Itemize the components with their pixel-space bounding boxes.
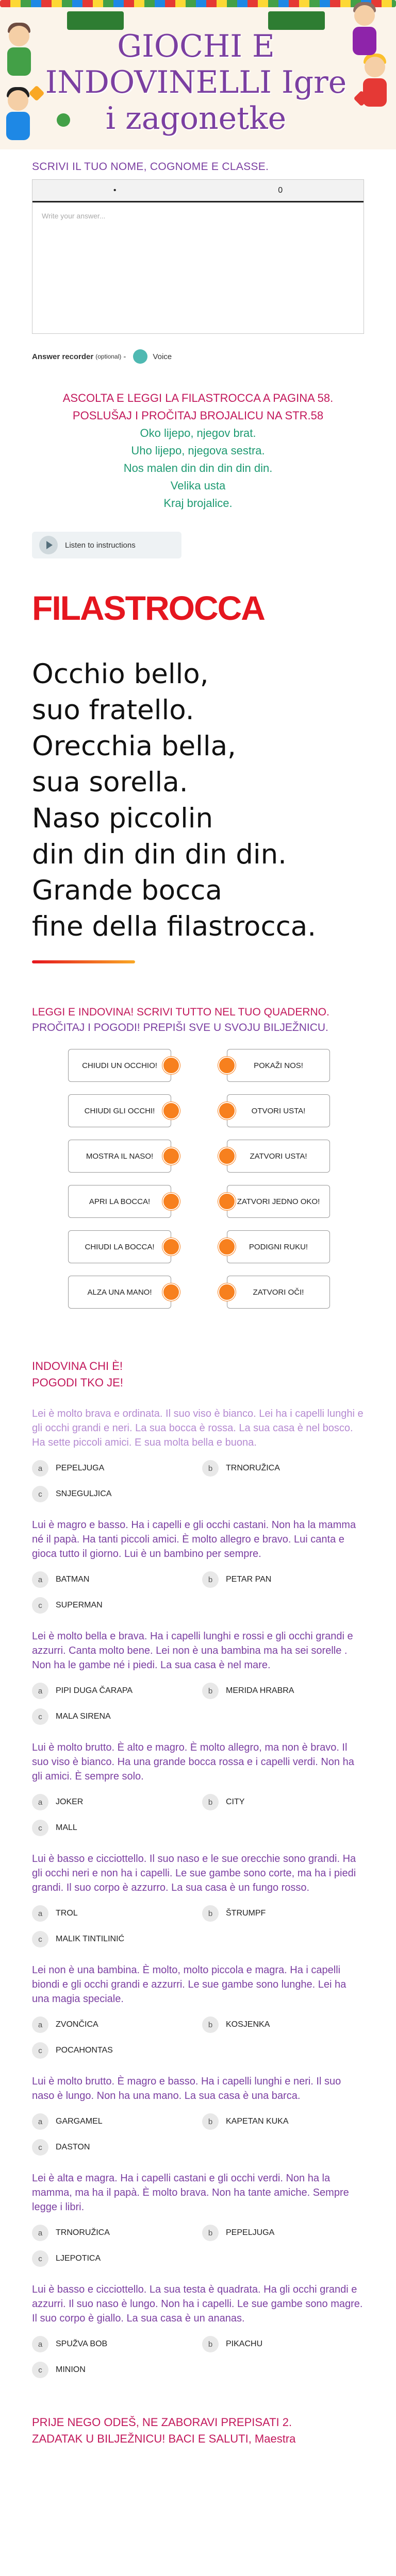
section-instructions <box>32 1005 364 1036</box>
instruction-line: Nos malen din din din din din. <box>123 462 273 474</box>
option-letter: c <box>32 2042 48 2059</box>
poem <box>32 656 364 945</box>
answer-editor[interactable] <box>32 179 364 334</box>
option-label: ZVONČICA <box>56 2020 98 2029</box>
match-dot-left[interactable] <box>162 1102 180 1120</box>
matching-exercise <box>32 1049 364 1337</box>
answer-option[interactable] <box>202 1905 372 1922</box>
match-item-right: OTVORI USTA! <box>227 1094 330 1127</box>
match-item-left: CHIUDI LA BOCCA! <box>68 1230 171 1263</box>
option-letter: b <box>202 2016 219 2033</box>
section-line: LEGGI E INDOVINA! SCRIVI TUTTO NEL TUO QUADERNO. <box>32 1006 329 1018</box>
instruction-line: POSLUŠAJ I PROČITAJ BROJALICU NA STR.58 <box>72 409 324 422</box>
page-header <box>0 0 396 149</box>
match-item-right: ZATVORI OČI! <box>227 1276 330 1309</box>
match-dot-right[interactable] <box>218 1102 236 1120</box>
recorder-optional: (optional) <box>95 353 122 360</box>
option-label: JOKER <box>56 1798 84 1806</box>
answer-option[interactable] <box>202 1571 372 1588</box>
option-label: KOSJENKA <box>226 2020 270 2029</box>
option-letter: a <box>32 1460 48 1477</box>
answer-options <box>32 1460 364 1502</box>
option-label: MINION <box>56 2365 86 2374</box>
voice-record-button[interactable] <box>133 349 147 364</box>
option-letter: a <box>32 1794 48 1810</box>
option-label: SUPERMAN <box>56 1601 103 1609</box>
option-label: GARGAMEL <box>56 2117 103 2126</box>
answer-input[interactable]: Write your answer... <box>42 212 106 220</box>
match-dot-right[interactable] <box>218 1238 236 1256</box>
match-item-right: PODIGNI RUKU! <box>227 1230 330 1263</box>
option-letter: c <box>32 1931 48 1947</box>
riddle-text: Lei non è una bambina. È molto, molto piccola e magra. Ha i capelli biondi e gli occhi grandi e azzurri. Le sue gambe sono lunghe. Lei ha una magia speciale. <box>32 1964 346 2005</box>
matching-right-column <box>227 1049 330 1321</box>
riddles-heading-line: INDOVINA CHI È! <box>32 1360 123 1372</box>
riddle-card <box>32 2074 364 2156</box>
decor-bar <box>32 960 135 963</box>
answer-options <box>32 2336 364 2378</box>
answer-option[interactable] <box>32 1905 202 1922</box>
poem-line: fine della filastrocca. <box>32 911 317 942</box>
name-question: SCRIVI IL TUO NOME, COGNOME E CLASSE. <box>32 161 269 173</box>
voice-label: Voice <box>153 352 172 361</box>
option-label: TRNORUŽICA <box>226 1464 280 1472</box>
match-item-right: ZATVORI JEDNO OKO! <box>227 1185 330 1218</box>
option-letter: c <box>32 2362 48 2378</box>
match-dot-right[interactable] <box>218 1057 236 1074</box>
poem-line: Naso piccolin <box>32 803 213 834</box>
answer-options <box>32 1794 364 1836</box>
answer-option[interactable] <box>202 1794 372 1810</box>
option-label: TROL <box>56 1909 78 1918</box>
decor-chalkboard <box>67 11 124 30</box>
poem-line: Occhio bello, <box>32 658 209 690</box>
riddle-card <box>32 2282 364 2378</box>
answer-option[interactable] <box>32 1794 202 1810</box>
option-label: KAPETAN KUKA <box>226 2117 289 2126</box>
option-letter: c <box>32 1820 48 1836</box>
poem-line: suo fratello. <box>32 694 194 726</box>
riddle-card <box>32 1740 364 1836</box>
option-label: CITY <box>226 1798 245 1806</box>
option-letter: a <box>32 1905 48 1922</box>
option-letter: b <box>202 1794 219 1810</box>
riddle-card <box>32 2171 364 2267</box>
option-letter: a <box>32 1683 48 1699</box>
answer-option[interactable] <box>202 2225 372 2241</box>
riddle-text: Lui è basso e cicciottello. La sua testa è quadrata. Ha gli occhi grandi e azzurri. Il suo naso è lungo. Non ha i capelli. Le sue gambe sono magre. Il suo corpo è giallo. La sua casa è un ananas. <box>32 2284 363 2324</box>
answer-option[interactable] <box>32 1820 202 1836</box>
answer-option[interactable] <box>32 1931 202 1947</box>
answer-option[interactable] <box>32 2016 202 2033</box>
option-letter: a <box>32 2016 48 2033</box>
match-dot-left[interactable] <box>162 1193 180 1210</box>
answer-option[interactable] <box>32 1683 202 1699</box>
answer-option[interactable] <box>202 1683 372 1699</box>
answer-option[interactable] <box>32 1571 202 1588</box>
match-item-right: POKAŽI NOS! <box>227 1049 330 1082</box>
answer-option[interactable] <box>32 2250 202 2267</box>
option-letter: b <box>202 1683 219 1699</box>
match-dot-left[interactable] <box>162 1057 180 1074</box>
option-letter: a <box>32 2113 48 2130</box>
riddle-card <box>32 1518 364 1614</box>
option-label: PIPI DUGA ČARAPA <box>56 1686 133 1695</box>
listen-button[interactable] <box>32 532 182 558</box>
match-item-left: ALZA UNA MANO! <box>68 1276 171 1309</box>
poem-line: Grande bocca <box>32 875 222 906</box>
option-label: POCAHONTAS <box>56 2046 113 2055</box>
option-letter: b <box>202 2113 219 2130</box>
option-label: DASTON <box>56 2143 90 2151</box>
riddles-heading-line: POGODI TKO JE! <box>32 1376 123 1389</box>
answer-options <box>32 2016 364 2059</box>
riddle-text: Lui è magro e basso. Ha i capelli e gli occhi castani. Non ha la mamma né il papà. Ha tanti piccoli amici. È molto allegro e bravo. Lui canta e gioca tutto il giorno. Lui è un bambino per sempre. <box>32 1519 356 1560</box>
option-letter: a <box>32 2225 48 2241</box>
match-dot-left[interactable] <box>162 1283 180 1301</box>
answer-options <box>32 2113 364 2156</box>
option-letter: c <box>32 1486 48 1502</box>
riddle-card <box>32 1963 364 2059</box>
match-item-left: CHIUDI UN OCCHIO! <box>68 1049 171 1082</box>
match-item-left: MOSTRA IL NASO! <box>68 1140 171 1173</box>
match-dot-right[interactable] <box>218 1147 236 1165</box>
poem-line: sua sorella. <box>32 767 188 798</box>
answer-option[interactable] <box>32 2139 202 2156</box>
match-item-left: CHIUDI GLI OCCHI! <box>68 1094 171 1127</box>
decor-confetti <box>0 0 396 7</box>
match-dot-left[interactable] <box>162 1238 180 1256</box>
option-label: MALA SIRENA <box>56 1712 111 1721</box>
answer-options <box>32 2225 364 2267</box>
bullet-list-button[interactable]: • <box>113 185 117 195</box>
kid-illustration <box>5 26 34 82</box>
instruction-line: Kraj brojalice. <box>163 497 233 510</box>
section-line: PROČITAJ I POGODI! PREPIŠI SVE U SVOJU BILJEŽNICU. <box>32 1022 328 1033</box>
option-label: PEPELJUGA <box>226 2228 275 2237</box>
poem-line: Orecchia bella, <box>32 731 236 762</box>
instructions <box>32 389 364 512</box>
numbered-list-button[interactable]: 0 <box>278 185 283 195</box>
decor-chalkboard <box>268 11 325 30</box>
answer-option[interactable] <box>32 2225 202 2241</box>
editor-toolbar <box>32 180 364 202</box>
option-letter: c <box>32 2139 48 2156</box>
riddle-card <box>32 1629 364 1725</box>
answer-options <box>32 1905 364 1947</box>
instruction-line: Uho lijepo, njegova sestra. <box>131 444 265 457</box>
match-dot-left[interactable] <box>162 1147 180 1165</box>
answer-option[interactable] <box>202 2016 372 2033</box>
answer-option[interactable] <box>32 1486 202 1502</box>
match-item-right: ZATVORI USTA! <box>227 1140 330 1173</box>
filastrocca-title: FILASTROCCA <box>32 589 265 627</box>
match-dot-right[interactable] <box>218 1193 236 1210</box>
option-letter: b <box>202 2336 219 2352</box>
riddle-text: Lei è alta e magra. Ha i capelli castani e gli occhi verdi. Non ha la mamma, ma ha il papà. È molto brava. Non ha tante amiche. Sempre legge i libri. <box>32 2173 349 2213</box>
answer-option[interactable] <box>32 2362 202 2378</box>
footer-note <box>32 2414 364 2447</box>
option-label: BATMAN <box>56 1575 90 1584</box>
riddle-card <box>32 1406 364 1502</box>
option-label: MERIDA HRABRA <box>226 1686 294 1695</box>
option-label: MALIK TINTILINIĆ <box>56 1935 125 1943</box>
instruction-line: Velika usta <box>170 479 226 492</box>
instruction-line: Oko lijepo, njegov brat. <box>140 427 256 439</box>
play-icon <box>39 536 58 554</box>
answer-options <box>32 1683 364 1725</box>
matching-left-column <box>68 1049 171 1321</box>
option-letter: b <box>202 1905 219 1922</box>
listen-label: Listen to instructions <box>65 540 136 550</box>
option-letter: c <box>32 1708 48 1725</box>
answer-recorder <box>32 349 364 364</box>
option-letter: b <box>202 1571 219 1588</box>
recorder-label: Answer recorder <box>32 352 94 361</box>
answer-option[interactable] <box>202 2336 372 2352</box>
answer-options <box>32 1571 364 1614</box>
match-item-left: APRI LA BOCCA! <box>68 1185 171 1218</box>
page-title: GIOCHI E INDOVINELLI Igre i zagonetke <box>45 28 347 137</box>
riddles-heading <box>32 1358 364 1391</box>
option-letter: a <box>32 2336 48 2352</box>
kid-illustration <box>4 90 32 147</box>
option-letter: a <box>32 1571 48 1588</box>
option-label: SPUŽVA BOB <box>56 2340 108 2348</box>
option-label: PETAR PAN <box>226 1575 272 1584</box>
option-label: LJEPOTICA <box>56 2254 101 2263</box>
answer-option[interactable] <box>32 1597 202 1614</box>
answer-option[interactable] <box>32 2042 202 2059</box>
answer-option[interactable] <box>32 1708 202 1725</box>
match-dot-right[interactable] <box>218 1283 236 1301</box>
riddle-text: Lui è molto brutto. È magro e basso. Ha i capelli lunghi e neri. Il suo naso è lungo. Non ha una mano. La sua casa è una barca. <box>32 2076 341 2102</box>
answer-option[interactable] <box>32 2336 202 2352</box>
riddles-list <box>32 1406 364 2378</box>
answer-option[interactable] <box>32 2113 202 2130</box>
option-label: SNJEGULJICA <box>56 1489 112 1498</box>
option-label: TRNORUŽICA <box>56 2228 110 2237</box>
option-label: MALL <box>56 1823 77 1832</box>
instruction-line: ASCOLTA E LEGGI LA FILASTROCCA A PAGINA 58. <box>62 392 334 404</box>
option-label: PEPELJUGA <box>56 1464 105 1472</box>
recorder-dash: - <box>123 352 126 361</box>
answer-option[interactable] <box>32 1460 202 1477</box>
riddle-card <box>32 1852 364 1947</box>
riddle-text: Lui è basso e cicciottello. Il suo naso e le sue orecchie sono grandi. Ha gli occhi neri e non ha i capelli. Le sue gambe sono corte, ma ha i piedi grandi. Il suo corpo è azzurro. La sua casa è un fungo rosso. <box>32 1853 356 1893</box>
riddle-text: Lei è molto bella e brava. Ha i capelli lunghi e rossi e gli occhi grandi e azzurri. Canta molto bene. Lei non è una bambina ma ha sei sorelle . Non ha le gambe né i piedi. La sua casa è nel mare. <box>32 1631 353 1671</box>
option-letter: c <box>32 1597 48 1614</box>
kid-illustration <box>361 57 389 113</box>
option-letter: c <box>32 2250 48 2267</box>
footer-line: PRIJE NEGO ODEŠ, NE ZABORAVI PREPISATI 2. <box>32 2416 292 2429</box>
riddle-text: Lei è molto brava e ordinata. Il suo viso è bianco. Lei ha i capelli lunghi e gli occhi grandi e neri. La sua bocca è rossa. La sua casa è nel bosco. Ha sette piccoli amici. E sua molta bella e buona. <box>32 1408 364 1448</box>
option-label: PIKACHU <box>226 2340 263 2348</box>
answer-option[interactable] <box>202 2113 372 2130</box>
poem-line: din din din din din. <box>32 839 287 870</box>
footer-line: ZADATAK U BILJEŽNICU! BACI E SALUTI, Maestra <box>32 2432 296 2445</box>
option-letter: b <box>202 1460 219 1477</box>
option-label: ŠTRUMPF <box>226 1909 266 1918</box>
answer-option[interactable] <box>202 1460 372 1477</box>
option-letter: b <box>202 2225 219 2241</box>
riddle-text: Lui è molto brutto. È alto e magro. È molto allegro, ma non è bravo. Il suo viso è bianco. Ha una grande bocca rossa e i capelli verdi. Non ha gli amici. È sempre solo. <box>32 1742 354 1782</box>
